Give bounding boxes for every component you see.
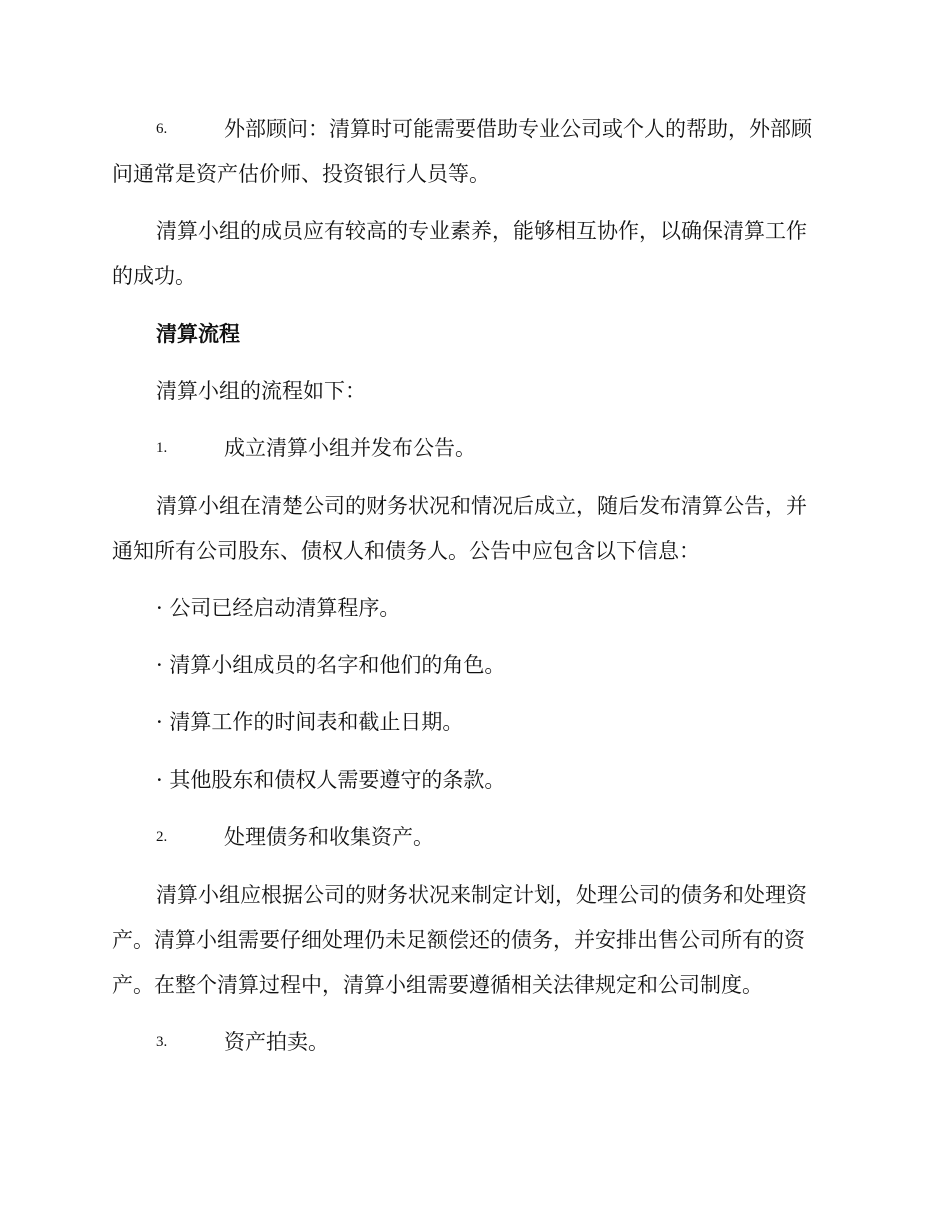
paragraph-line: 外部顾问：清算时可能需要借助专业公司或个人的帮助，外部顾 (224, 117, 812, 141)
step-title: 资产拍卖。 (224, 1030, 329, 1054)
list-number: 3. (156, 1034, 168, 1050)
section-heading: 清算流程 (156, 321, 240, 346)
list-number: 1. (156, 440, 168, 456)
paragraph-line: 通知所有公司股东、债权人和债务人。公告中应包含以下信息： (112, 539, 700, 563)
paragraph-line: 清算小组应根据公司的财务状况来制定计划，处理公司的债务和处理资 (156, 883, 807, 907)
step-title: 处理债务和收集资产。 (224, 825, 434, 849)
list-number: 6. (156, 121, 168, 137)
paragraph-line: 清算小组的成员应有较高的专业素养，能够相互协作，以确保清算工作 (156, 219, 807, 243)
paragraph-line: 清算小组的流程如下： (156, 379, 366, 403)
paragraph-line: 的成功。 (112, 264, 196, 288)
step-title: 成立清算小组并发布公告。 (224, 436, 476, 460)
paragraph-line: 产。在整个清算过程中，清算小组需要遵循相关法律规定和公司制度。 (112, 973, 763, 997)
list-number: 2. (156, 829, 168, 845)
paragraph-line: 清算小组在清楚公司的财务状况和情况后成立，随后发布清算公告，并 (156, 494, 807, 518)
paragraph-line: 问通常是资产估价师、投资银行人员等。 (112, 162, 490, 186)
bullet-item: · 其他股东和债权人需要遵守的条款。 (156, 768, 506, 792)
bullet-item: · 公司已经启动清算程序。 (156, 596, 401, 620)
paragraph-line: 产。清算小组需要仔细处理仍未足额偿还的债务，并安排出售公司所有的资 (112, 928, 805, 952)
bullet-item: · 清算小组成员的名字和他们的角色。 (156, 653, 506, 677)
bullet-item: · 清算工作的时间表和截止日期。 (156, 710, 464, 734)
